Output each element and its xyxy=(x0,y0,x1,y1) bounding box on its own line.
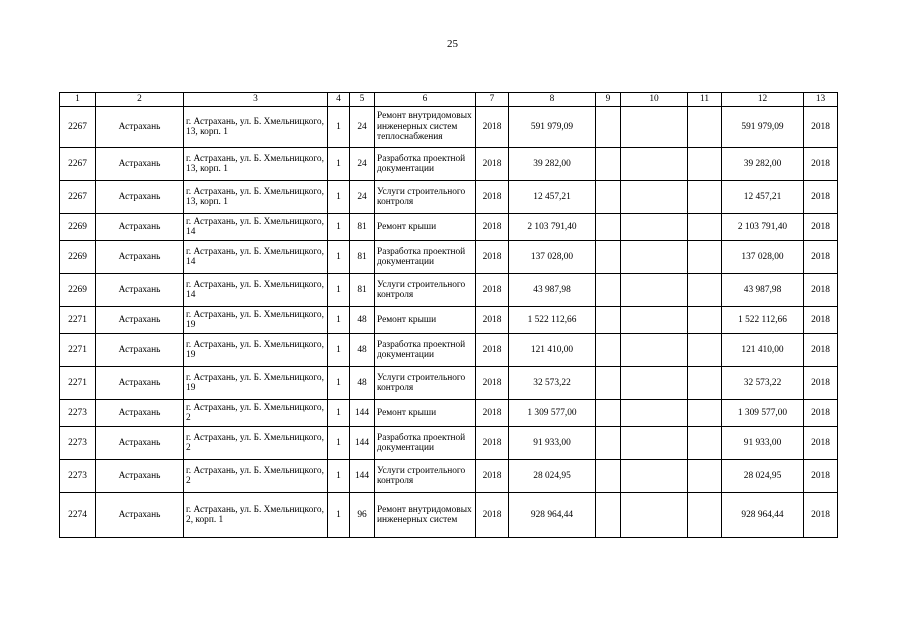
address-cell: г. Астрахань, ул. Б. Хмельницкого, 19 xyxy=(184,307,328,334)
table-row xyxy=(60,148,838,181)
cost-col-11-cell xyxy=(688,460,722,493)
cost-col-10-cell xyxy=(621,107,688,148)
table-row xyxy=(60,241,838,274)
work-type-cell xyxy=(375,274,476,307)
flats-count-cell: 144 xyxy=(350,427,375,460)
completion-year-cell: 2018 xyxy=(804,181,838,214)
address-cell: г. Астрахань, ул. Б. Хмельницкого, 13, корп. 1 xyxy=(184,148,328,181)
table-header-row xyxy=(60,93,838,107)
cost-col-9-cell xyxy=(596,241,621,274)
cost-col-10-cell xyxy=(621,493,688,538)
cost-col-11-cell xyxy=(688,493,722,538)
flats-count-cell: 48 xyxy=(350,307,375,334)
total-cost-cell: 39 282,00 xyxy=(509,148,596,181)
work-type-cell xyxy=(375,148,476,181)
table-row xyxy=(60,274,838,307)
completion-year-cell: 2018 xyxy=(804,274,838,307)
total-cost-cell: 28 024,95 xyxy=(509,460,596,493)
quantity-cell: 1 xyxy=(328,334,350,367)
registry-table xyxy=(59,92,838,538)
column-header-3: 3 xyxy=(184,93,328,107)
cost-col-10-cell xyxy=(621,460,688,493)
cost-col-11-cell xyxy=(688,400,722,427)
cost-col-11-cell xyxy=(688,367,722,400)
table-row xyxy=(60,214,838,241)
column-header-11: 11 xyxy=(688,93,722,107)
settlement-cell: Астрахань xyxy=(96,241,184,274)
total-cost-cell: 12 457,21 xyxy=(509,181,596,214)
column-header-7: 7 xyxy=(476,93,509,107)
address-cell: г. Астрахань, ул. Б. Хмельницкого, 2 xyxy=(184,400,328,427)
cost-col-12-cell: 121 410,00 xyxy=(722,334,804,367)
address-cell: г. Астрахань, ул. Б. Хмельницкого, 14 xyxy=(184,274,328,307)
year-cell: 2018 xyxy=(476,307,509,334)
cost-col-12-cell: 43 987,98 xyxy=(722,274,804,307)
cost-col-12-cell: 39 282,00 xyxy=(722,148,804,181)
record-number-cell: 2271 xyxy=(60,307,96,334)
flats-count-cell: 24 xyxy=(350,181,375,214)
quantity-cell: 1 xyxy=(328,367,350,400)
column-header-13: 13 xyxy=(804,93,838,107)
completion-year-cell: 2018 xyxy=(804,367,838,400)
settlement-cell: Астрахань xyxy=(96,274,184,307)
work-type-cell xyxy=(375,400,476,427)
cost-col-10-cell xyxy=(621,334,688,367)
total-cost-cell: 1 522 112,66 xyxy=(509,307,596,334)
completion-year-cell: 2018 xyxy=(804,148,838,181)
record-number-cell: 2267 xyxy=(60,148,96,181)
cost-col-12-cell: 1 309 577,00 xyxy=(722,400,804,427)
year-cell: 2018 xyxy=(476,241,509,274)
cost-col-12-cell: 91 933,00 xyxy=(722,427,804,460)
completion-year-cell: 2018 xyxy=(804,427,838,460)
quantity-cell: 1 xyxy=(328,241,350,274)
settlement-cell: Астрахань xyxy=(96,307,184,334)
cost-col-10-cell xyxy=(621,214,688,241)
quantity-cell: 1 xyxy=(328,214,350,241)
flats-count-cell: 48 xyxy=(350,367,375,400)
settlement-cell: Астрахань xyxy=(96,148,184,181)
work-type-text: Разработка проектной документации xyxy=(377,153,466,174)
flats-count-cell: 96 xyxy=(350,493,375,538)
total-cost-cell: 121 410,00 xyxy=(509,334,596,367)
cost-col-10-cell xyxy=(621,241,688,274)
table-row xyxy=(60,367,838,400)
record-number-cell: 2273 xyxy=(60,427,96,460)
quantity-cell: 1 xyxy=(328,181,350,214)
work-type-text: Ремонт крыши xyxy=(377,221,437,232)
work-type-text: Услуги строительного контроля xyxy=(377,186,466,207)
total-cost-cell: 591 979,09 xyxy=(509,107,596,148)
work-type-cell xyxy=(375,493,476,538)
year-cell: 2018 xyxy=(476,334,509,367)
cost-col-12-cell: 12 457,21 xyxy=(722,181,804,214)
total-cost-cell: 43 987,98 xyxy=(509,274,596,307)
address-cell: г. Астрахань, ул. Б. Хмельницкого, 14 xyxy=(184,241,328,274)
year-cell: 2018 xyxy=(476,107,509,148)
completion-year-cell: 2018 xyxy=(804,400,838,427)
cost-col-10-cell xyxy=(621,400,688,427)
column-header-5: 5 xyxy=(350,93,375,107)
table-row xyxy=(60,493,838,538)
quantity-cell: 1 xyxy=(328,307,350,334)
record-number-cell: 2269 xyxy=(60,274,96,307)
cost-col-9-cell xyxy=(596,334,621,367)
record-number-cell: 2274 xyxy=(60,493,96,538)
work-type-cell xyxy=(375,307,476,334)
column-header-9: 9 xyxy=(596,93,621,107)
table-body xyxy=(60,107,838,538)
cost-col-9-cell xyxy=(596,214,621,241)
work-type-text: Разработка проектной документации xyxy=(377,432,466,453)
flats-count-cell: 81 xyxy=(350,241,375,274)
address-cell: г. Астрахань, ул. Б. Хмельницкого, 19 xyxy=(184,334,328,367)
work-type-cell xyxy=(375,460,476,493)
cost-col-9-cell xyxy=(596,400,621,427)
column-header-12: 12 xyxy=(722,93,804,107)
address-cell: г. Астрахань, ул. Б. Хмельницкого, 2, корп. 1 xyxy=(184,493,328,538)
cost-col-10-cell xyxy=(621,274,688,307)
cost-col-9-cell xyxy=(596,107,621,148)
work-type-cell xyxy=(375,107,476,148)
work-type-text: Ремонт внутридомовых инженерных систем xyxy=(377,504,472,525)
record-number-cell: 2271 xyxy=(60,334,96,367)
work-type-text: Услуги строительного контроля xyxy=(377,372,466,393)
cost-col-10-cell xyxy=(621,148,688,181)
work-type-cell xyxy=(375,427,476,460)
column-header-4: 4 xyxy=(328,93,350,107)
cost-col-11-cell xyxy=(688,307,722,334)
flats-count-cell: 24 xyxy=(350,107,375,148)
work-type-text: Услуги строительного контроля xyxy=(377,279,466,300)
flats-count-cell: 144 xyxy=(350,460,375,493)
cost-col-11-cell xyxy=(688,107,722,148)
table-row xyxy=(60,334,838,367)
flats-count-cell: 24 xyxy=(350,148,375,181)
record-number-cell: 2269 xyxy=(60,214,96,241)
settlement-cell: Астрахань xyxy=(96,427,184,460)
quantity-cell: 1 xyxy=(328,400,350,427)
record-number-cell: 2273 xyxy=(60,400,96,427)
column-header-8: 8 xyxy=(509,93,596,107)
settlement-cell: Астрахань xyxy=(96,367,184,400)
quantity-cell: 1 xyxy=(328,274,350,307)
year-cell: 2018 xyxy=(476,427,509,460)
cost-col-10-cell xyxy=(621,181,688,214)
address-cell: г. Астрахань, ул. Б. Хмельницкого, 13, корп. 1 xyxy=(184,107,328,148)
quantity-cell: 1 xyxy=(328,148,350,181)
page-number: 25 xyxy=(447,38,458,50)
settlement-cell: Астрахань xyxy=(96,181,184,214)
address-cell: г. Астрахань, ул. Б. Хмельницкого, 2 xyxy=(184,427,328,460)
quantity-cell: 1 xyxy=(328,107,350,148)
table-row xyxy=(60,307,838,334)
cost-col-11-cell xyxy=(688,241,722,274)
settlement-cell: Астрахань xyxy=(96,460,184,493)
year-cell: 2018 xyxy=(476,214,509,241)
work-type-text: Ремонт крыши xyxy=(377,407,437,418)
work-type-cell xyxy=(375,241,476,274)
table-row xyxy=(60,107,838,148)
settlement-cell: Астрахань xyxy=(96,334,184,367)
address-cell: г. Астрахань, ул. Б. Хмельницкого, 14 xyxy=(184,214,328,241)
address-cell: г. Астрахань, ул. Б. Хмельницкого, 13, корп. 1 xyxy=(184,181,328,214)
table-row xyxy=(60,181,838,214)
year-cell: 2018 xyxy=(476,460,509,493)
cost-col-11-cell xyxy=(688,427,722,460)
record-number-cell: 2267 xyxy=(60,107,96,148)
work-type-cell xyxy=(375,367,476,400)
cost-col-11-cell xyxy=(688,334,722,367)
record-number-cell: 2271 xyxy=(60,367,96,400)
cost-col-9-cell xyxy=(596,427,621,460)
cost-col-9-cell xyxy=(596,274,621,307)
work-type-cell xyxy=(375,181,476,214)
record-number-cell: 2267 xyxy=(60,181,96,214)
flats-count-cell: 81 xyxy=(350,274,375,307)
total-cost-cell: 91 933,00 xyxy=(509,427,596,460)
column-header-1: 1 xyxy=(60,93,96,107)
flats-count-cell: 81 xyxy=(350,214,375,241)
work-type-cell xyxy=(375,334,476,367)
cost-col-12-cell: 591 979,09 xyxy=(722,107,804,148)
year-cell: 2018 xyxy=(476,493,509,538)
year-cell: 2018 xyxy=(476,367,509,400)
work-type-text: Разработка проектной документации xyxy=(377,339,466,360)
cost-col-10-cell xyxy=(621,307,688,334)
year-cell: 2018 xyxy=(476,274,509,307)
cost-col-10-cell xyxy=(621,367,688,400)
cost-col-9-cell xyxy=(596,493,621,538)
flats-count-cell: 144 xyxy=(350,400,375,427)
quantity-cell: 1 xyxy=(328,427,350,460)
flats-count-cell: 48 xyxy=(350,334,375,367)
cost-col-11-cell xyxy=(688,214,722,241)
address-cell: г. Астрахань, ул. Б. Хмельницкого, 19 xyxy=(184,367,328,400)
completion-year-cell: 2018 xyxy=(804,307,838,334)
work-type-cell xyxy=(375,214,476,241)
table-row xyxy=(60,460,838,493)
cost-col-12-cell: 137 028,00 xyxy=(722,241,804,274)
cost-col-11-cell xyxy=(688,181,722,214)
cost-col-12-cell: 28 024,95 xyxy=(722,460,804,493)
cost-col-12-cell: 928 964,44 xyxy=(722,493,804,538)
cost-col-9-cell xyxy=(596,148,621,181)
cost-col-10-cell xyxy=(621,427,688,460)
table-row xyxy=(60,427,838,460)
cost-col-9-cell xyxy=(596,367,621,400)
cost-col-12-cell: 2 103 791,40 xyxy=(722,214,804,241)
cost-col-12-cell: 1 522 112,66 xyxy=(722,307,804,334)
settlement-cell: Астрахань xyxy=(96,493,184,538)
record-number-cell: 2273 xyxy=(60,460,96,493)
cost-col-9-cell xyxy=(596,460,621,493)
work-type-text: Разработка проектной документации xyxy=(377,246,466,267)
table-row xyxy=(60,400,838,427)
total-cost-cell: 928 964,44 xyxy=(509,493,596,538)
quantity-cell: 1 xyxy=(328,460,350,493)
cost-col-12-cell: 32 573,22 xyxy=(722,367,804,400)
cost-col-11-cell xyxy=(688,148,722,181)
year-cell: 2018 xyxy=(476,400,509,427)
column-header-6: 6 xyxy=(375,93,476,107)
completion-year-cell: 2018 xyxy=(804,107,838,148)
total-cost-cell: 137 028,00 xyxy=(509,241,596,274)
cost-col-11-cell xyxy=(688,274,722,307)
completion-year-cell: 2018 xyxy=(804,460,838,493)
work-type-text: Ремонт внутридомовых инженерных систем теплоснабжения xyxy=(377,111,472,143)
total-cost-cell: 32 573,22 xyxy=(509,367,596,400)
cost-col-9-cell xyxy=(596,307,621,334)
work-type-text: Услуги строительного контроля xyxy=(377,465,466,486)
total-cost-cell: 1 309 577,00 xyxy=(509,400,596,427)
record-number-cell: 2269 xyxy=(60,241,96,274)
completion-year-cell: 2018 xyxy=(804,214,838,241)
address-cell: г. Астрахань, ул. Б. Хмельницкого, 2 xyxy=(184,460,328,493)
settlement-cell: Астрахань xyxy=(96,214,184,241)
work-type-text: Ремонт крыши xyxy=(377,314,437,325)
settlement-cell: Астрахань xyxy=(96,400,184,427)
quantity-cell: 1 xyxy=(328,493,350,538)
completion-year-cell: 2018 xyxy=(804,334,838,367)
completion-year-cell: 2018 xyxy=(804,241,838,274)
column-header-10: 10 xyxy=(621,93,688,107)
year-cell: 2018 xyxy=(476,148,509,181)
column-header-2: 2 xyxy=(96,93,184,107)
year-cell: 2018 xyxy=(476,181,509,214)
settlement-cell: Астрахань xyxy=(96,107,184,148)
completion-year-cell: 2018 xyxy=(804,493,838,538)
cost-col-9-cell xyxy=(596,181,621,214)
total-cost-cell: 2 103 791,40 xyxy=(509,214,596,241)
